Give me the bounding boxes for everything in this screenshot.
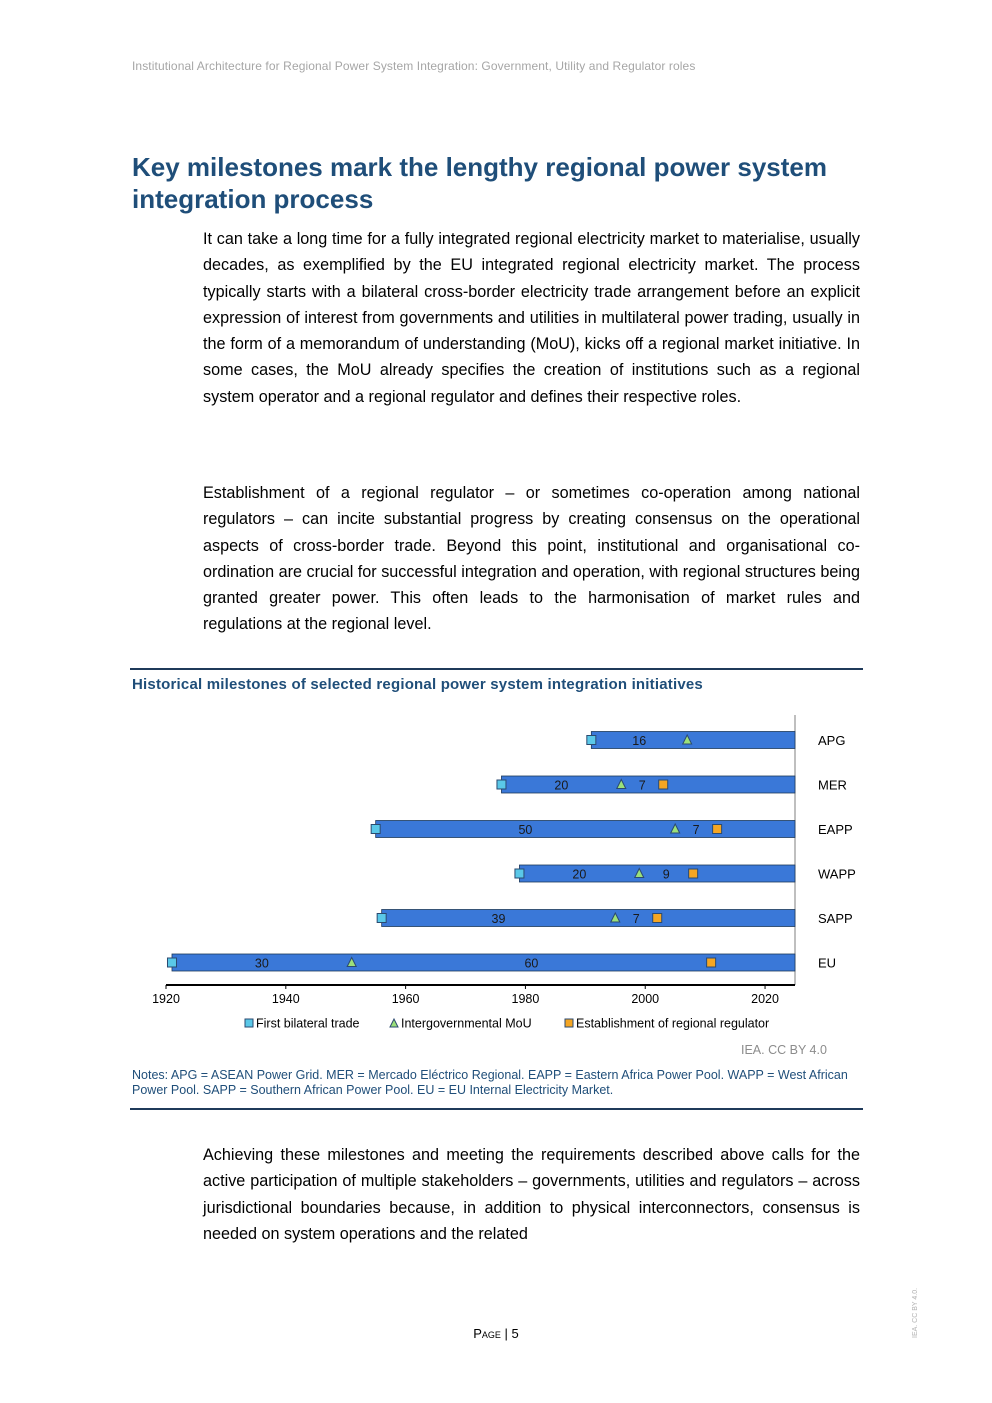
figure-title: Historical milestones of selected regional power system integration initiatives bbox=[132, 676, 703, 693]
x-tick-label-1920: 1920 bbox=[152, 992, 180, 1006]
page-footer bbox=[0, 1326, 992, 1341]
gap-label-eapp-1: 50 bbox=[518, 823, 533, 837]
marker-apg-bilateral bbox=[587, 736, 596, 745]
category-label-mer: MER bbox=[818, 777, 847, 793]
marker-wapp-regulator bbox=[689, 869, 698, 878]
bar-apg bbox=[591, 732, 795, 749]
gap-label-mer-1: 20 bbox=[554, 778, 569, 793]
figure-notes: Notes: APG = ASEAN Power Grid. MER = Mercado Eléctrico Regional. EAPP = Eastern Africa Power Pool. WAPP = West African Power Pool. SAPP = Southern African Power Pool. EU = EU Internal Electricity Market. bbox=[132, 1068, 848, 1097]
category-label-eapp: EAPP bbox=[818, 822, 853, 837]
marker-eapp-bilateral bbox=[371, 825, 380, 834]
milestones-chart bbox=[140, 710, 856, 1040]
gap-label-sapp-2: 7 bbox=[632, 912, 640, 926]
marker-eu-regulator bbox=[707, 958, 716, 967]
paragraph-1: It can take a long time for a fully integrated regional electricity market to materialise, usually decades, as exemplified by the EU integrated regional electricity market. The process typically starts with a bilateral cross-border electricity trade arrangement before an explicit expression of interest from governments and utilities in multilateral power trading, usually in the form of a memorandum of understanding (MoU), kicks off a regional market initiative. In some cases, the MoU already specifies the creation of institutions such as a regional system operator and a regional regulator and defines their respective roles. bbox=[203, 230, 860, 406]
gap-label-wapp-2: 9 bbox=[662, 867, 670, 882]
figure-bottom-rule bbox=[130, 1108, 863, 1110]
legend-marker-bilateral bbox=[245, 1019, 253, 1027]
gap-label-eapp-2: 7 bbox=[692, 823, 700, 837]
paragraph-2: Establishment of a regional regulator – or sometimes co-operation among national regulators – can incite substantial progress by creating consensus on the operational aspects of cross-border trade. Beyond this point, institutional and organisational co-ordination are crucial for successful integration and operation, with regional structures being granted greater power. This often leads to the harmonisation of market rules and regulations at the regional level. bbox=[203, 484, 860, 634]
running-header: Institutional Architecture for Regional Power System Integration: Government, Utility and Regulator roles bbox=[132, 59, 696, 73]
legend-label-regulator: Establishment of regional regulator bbox=[576, 1016, 770, 1031]
category-label-sapp: SAPP bbox=[818, 911, 853, 926]
page-separator: | bbox=[500, 1326, 512, 1341]
legend-label-bilateral: First bilateral trade bbox=[256, 1016, 360, 1031]
category-label-apg: APG bbox=[818, 733, 846, 748]
bar-sapp bbox=[382, 910, 795, 927]
bar-eapp bbox=[376, 821, 795, 838]
paragraph-3: Achieving these milestones and meeting the requirements described above calls for the active participation of multiple stakeholders – governments, utilities and regulators – across jurisdictional boundaries because, in addition to physical interconnectors, consensus is needed on system operations and the related bbox=[203, 1146, 860, 1243]
side-license-mark: IEA. CC BY 4.0. bbox=[912, 1287, 919, 1338]
bar-wapp bbox=[519, 865, 795, 882]
marker-sapp-bilateral bbox=[377, 914, 386, 923]
gap-label-apg-1: 16 bbox=[632, 734, 647, 748]
marker-mer-regulator bbox=[659, 780, 668, 789]
marker-eapp-regulator bbox=[713, 825, 722, 834]
category-label-wapp: WAPP bbox=[818, 866, 856, 882]
marker-sapp-regulator bbox=[653, 914, 662, 923]
page-number: 5 bbox=[511, 1326, 519, 1341]
figure-credit: IEA. CC BY 4.0 bbox=[741, 1043, 827, 1057]
x-tick-label-2020: 2020 bbox=[751, 992, 779, 1006]
section-heading: Key milestones mark the lengthy regional power system integration process bbox=[132, 152, 828, 214]
legend-label-mou: Intergovernmental MoU bbox=[401, 1016, 532, 1031]
x-tick-label-1960: 1960 bbox=[391, 992, 420, 1006]
figure-top-rule bbox=[130, 668, 863, 670]
x-tick-label-2000: 2000 bbox=[631, 992, 660, 1006]
legend-marker-mou bbox=[390, 1019, 398, 1027]
category-label-eu: EU bbox=[818, 955, 837, 971]
gap-label-sapp-1: 39 bbox=[491, 912, 506, 926]
gap-label-eu-1: 30 bbox=[254, 956, 269, 971]
legend-marker-regulator bbox=[565, 1019, 573, 1027]
gap-label-mer-2: 7 bbox=[638, 778, 646, 793]
x-tick-label-1980: 1980 bbox=[511, 992, 540, 1006]
gap-label-eu-2: 60 bbox=[524, 956, 539, 971]
page-word: Page bbox=[473, 1326, 501, 1341]
bar-mer bbox=[501, 776, 795, 793]
gap-label-wapp-1: 20 bbox=[572, 867, 587, 882]
marker-wapp-bilateral bbox=[515, 869, 524, 878]
marker-eu-bilateral bbox=[167, 958, 176, 967]
marker-mer-bilateral bbox=[497, 780, 506, 789]
x-tick-label-1940: 1940 bbox=[271, 992, 300, 1006]
